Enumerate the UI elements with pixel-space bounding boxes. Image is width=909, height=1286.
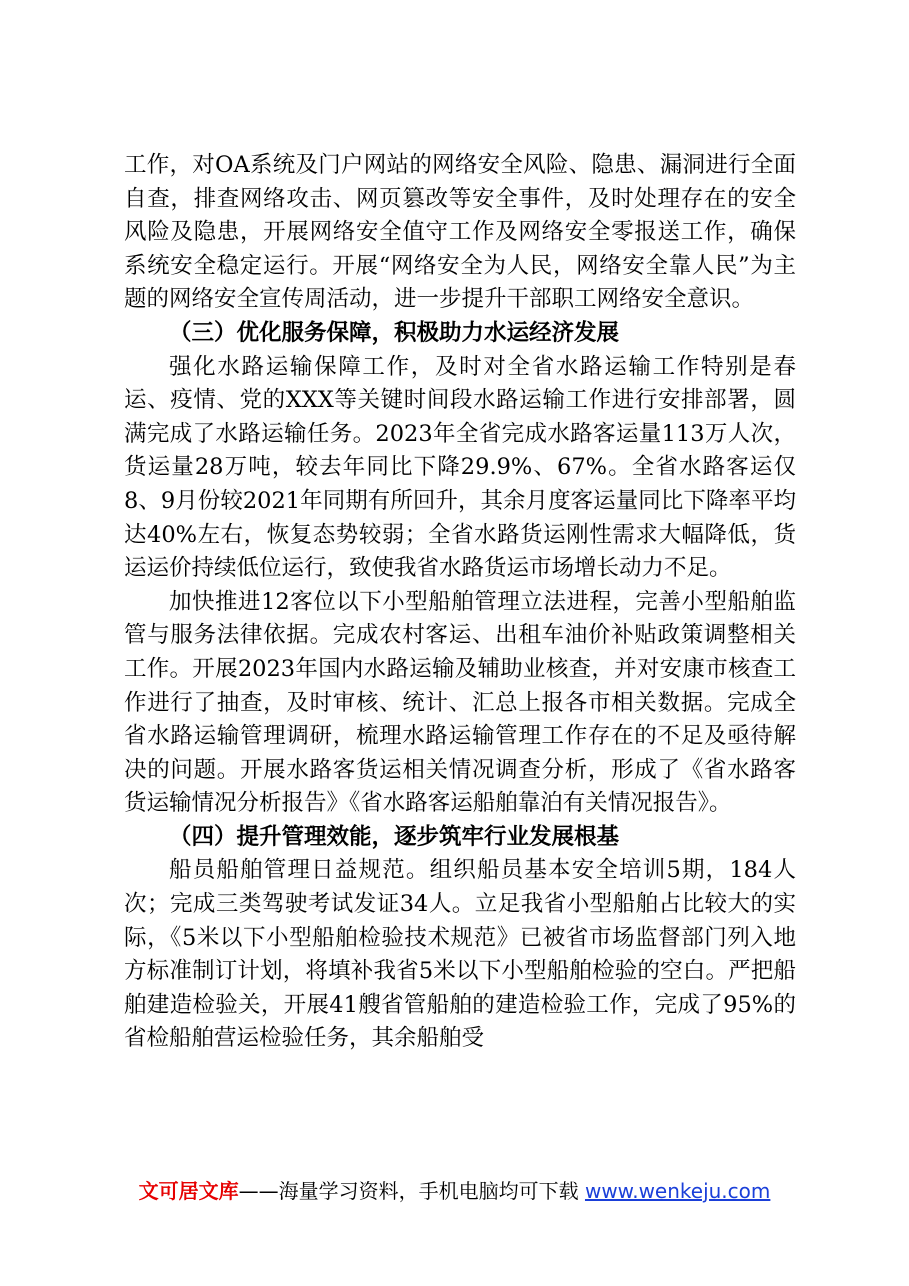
paragraph-crew-vessel-management: 船员船舶管理日益规范。组织船员基本安全培训5期，184人次；完成三类驾驶考试发证34人。立足我省小型船舶占比较大的实际，《5米以下小型船舶检验技术规范》已被省市场监督部门列入地方标准制订计划，将填补我省5米以下小型船舶检验的空白。严把船舶建造检验关，开展41艘省管船舶的建造检验工作，完成了95%的省检船舶营运检验任务，其余船舶受 — [124, 857, 796, 1052]
footer-brand: 文可居文库 — [138, 1179, 239, 1203]
footer-slogan: 海量学习资料，手机电脑均可下载 — [278, 1179, 579, 1203]
paragraph-small-vessel-legislation: 加快推进12客位以下小型船舶管理立法进程，完善小型船舶监管与服务法律依据。完成农村客运、出租车油价补贴政策调整相关工作。开展2023年国内水路运输及辅助业核查，并对安康市核查工作进行了抽查，及时审核、统计、汇总上报各市相关数据。完成全省水路运输管理调研，梳理水路运输管理工作存在的不足及亟待解决的问题。开展水路客货运相关情况调查分析，形成了《省水路客货运输情况分析报告》《省水路客运船舶靠泊有关情况报告》。 — [124, 588, 796, 817]
footer-dash: —— — [238, 1179, 279, 1203]
footer-banner — [0, 1177, 909, 1205]
footer-url-link[interactable]: www.wenkeju.com — [584, 1179, 771, 1203]
section-heading-4: （四）提升管理效能，逐步筑牢行业发展根基 — [169, 823, 620, 850]
paragraph-network-security: 工作，对OA系统及门户网站的网络安全风险、隐患、漏洞进行全面自查，排查网络攻击、网页篡改等安全事件，及时处理存在的安全风险及隐患，开展网络安全值守工作及网络安全零报送工作，确保系统安全稳定运行。开展“网络安全为人民，网络安全靠人民”为主题的网络安全宣传周活动，进一步提升干部职工网络安全意识。 — [124, 152, 796, 313]
section-heading-3: （三）优化服务保障，积极助力水运经济发展 — [169, 319, 620, 346]
document-body — [124, 149, 796, 1056]
paragraph-waterway-transport: 强化水路运输保障工作，及时对全省水路运输工作特别是春运、疫情、党的XXX等关键时间段水路运输工作进行安排部署，圆满完成了水路运输任务。2023年全省完成水路客运量113万人次，货运量28万吨，较去年同比下降29.9%、67%。全省水路客运仅8、9月份较2021年同期有所回升，其余月度客运量同比下降率平均达40%左右，恢复态势较弱；全省水路货运刚性需求大幅降低，货运运价持续低位运行，致使我省水路货运市场增长动力不足。 — [124, 353, 796, 582]
